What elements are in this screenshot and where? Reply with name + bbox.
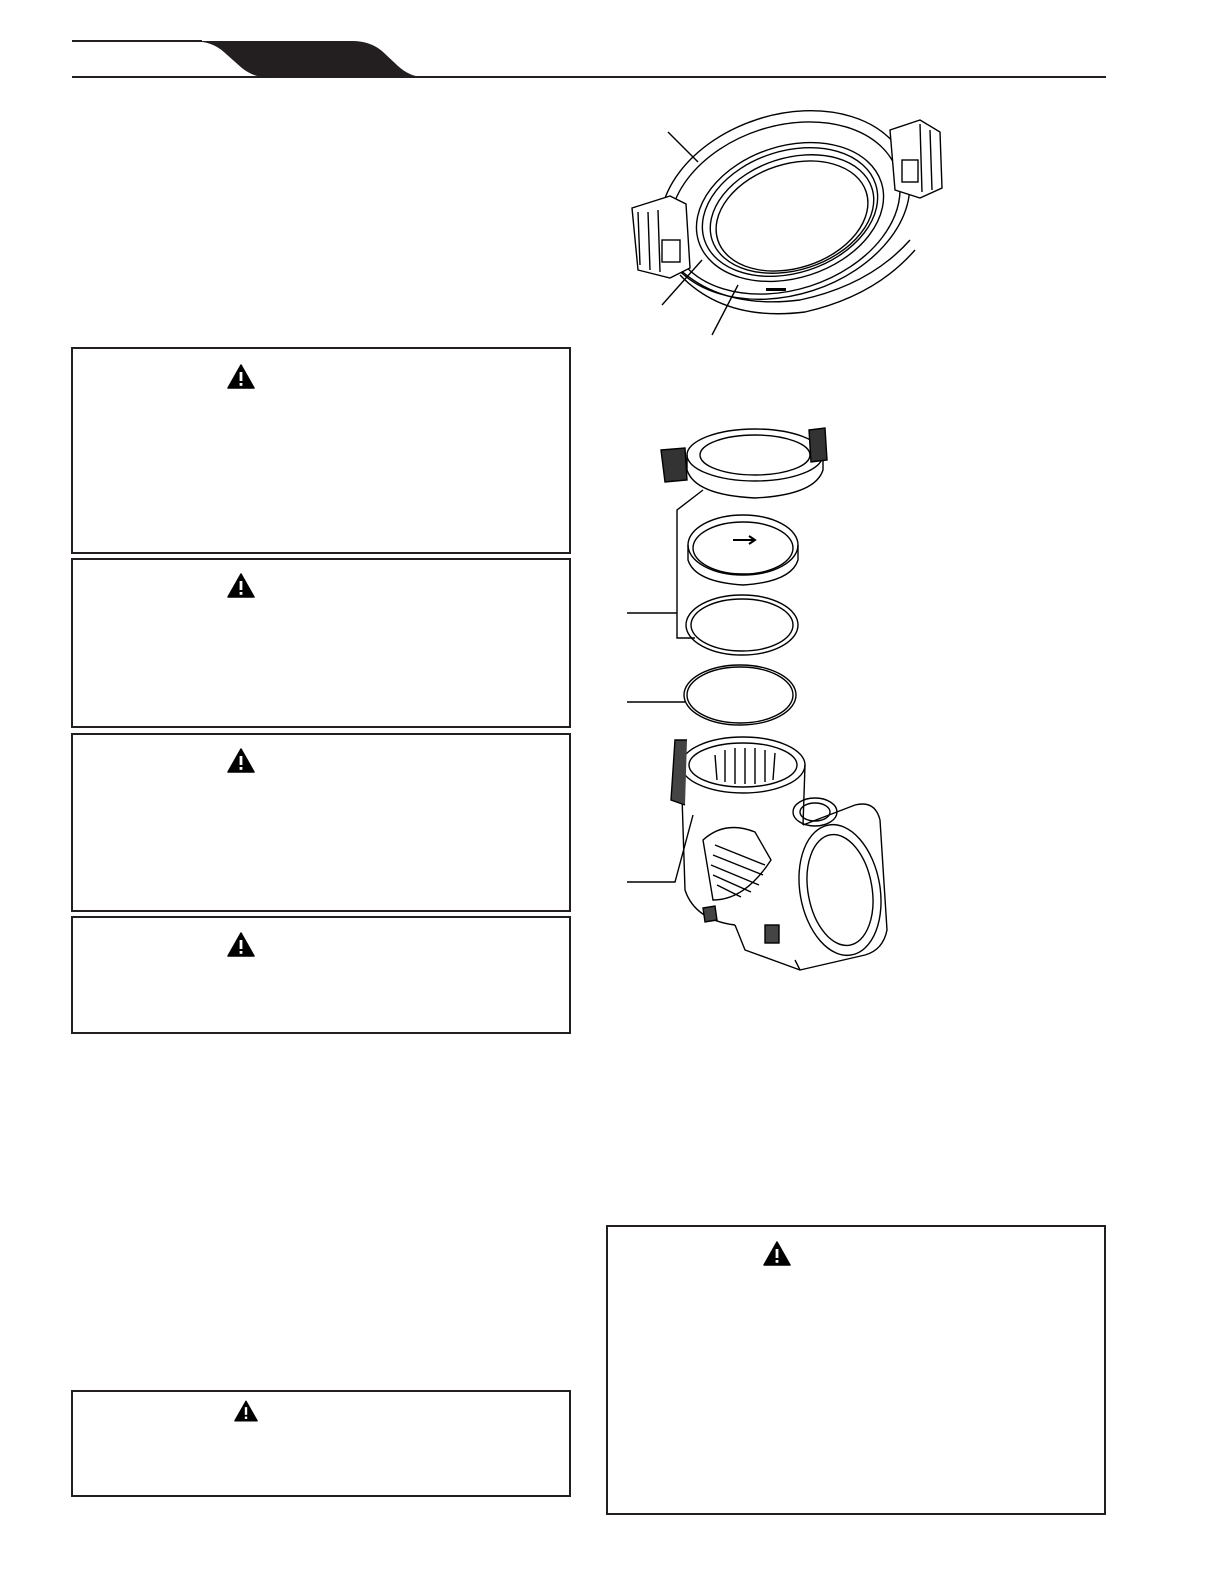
warning-box-6: [606, 1225, 1106, 1515]
header-tab: [72, 40, 432, 80]
lid-locking-ring-illustration: [620, 100, 960, 345]
warning-box-3: [71, 733, 571, 912]
warning-box-1: [71, 347, 571, 554]
warning-box-5: [71, 1390, 571, 1497]
warning-triangle-icon: [763, 1241, 791, 1266]
warning-triangle-icon: [234, 1400, 258, 1422]
warning-box-4: [71, 916, 571, 1034]
warning-triangle-icon: [227, 364, 255, 389]
warning-triangle-icon: [227, 748, 255, 773]
warning-triangle-icon: [227, 932, 255, 957]
pump-strainer-exploded-illustration: [625, 420, 925, 980]
warning-triangle-icon: [227, 573, 255, 598]
warning-box-2: [71, 558, 571, 728]
